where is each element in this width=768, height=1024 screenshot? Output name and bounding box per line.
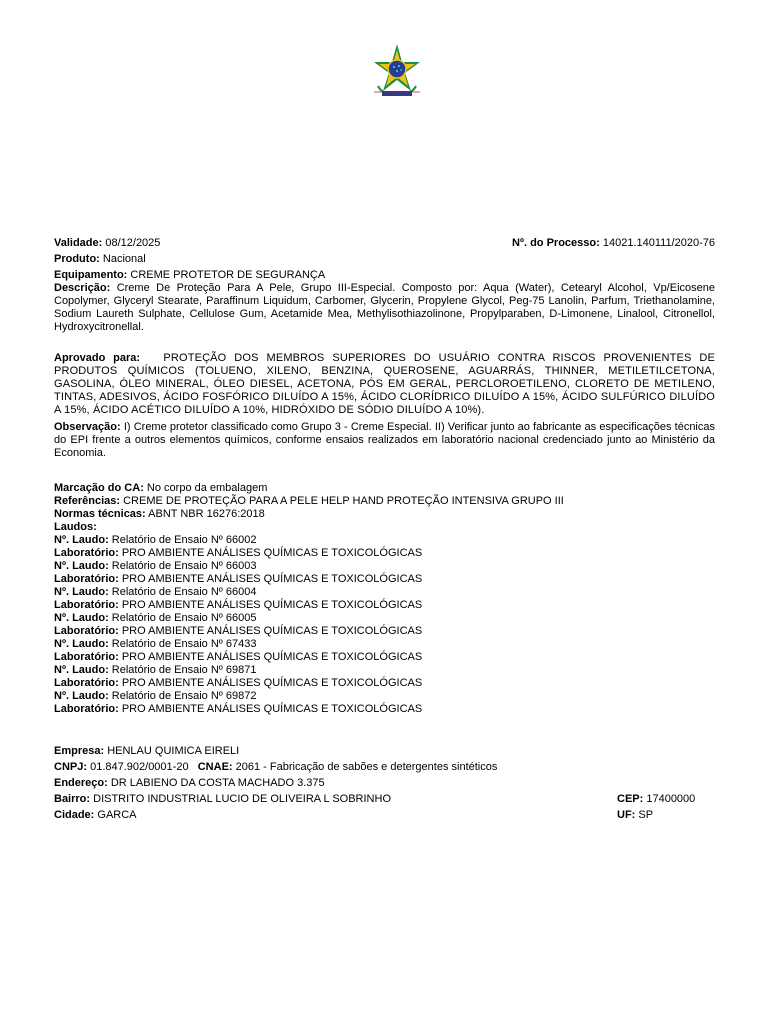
laudo-item: Nº. Laudo: Relatório de Ensaio Nº 66003 <box>54 560 257 572</box>
ca-block <box>54 482 715 716</box>
laudo-item: Nº. Laudo: Relatório de Ensaio Nº 66002 <box>54 534 257 546</box>
bairro-cep-row <box>54 793 715 806</box>
laboratorio-item: Laboratório: PRO AMBIENTE ANÁLISES QUÍMICAS E TOXICOLÓGICAS <box>54 547 423 559</box>
empresa-block <box>54 745 715 822</box>
marcacao: Marcação do CA: No corpo da embalagem <box>54 482 268 494</box>
bairro: Bairro: DISTRITO INDUSTRIAL LUCIO DE OLIVEIRA L SOBRINHO <box>54 793 392 805</box>
laudos-heading: Laudos: <box>54 521 97 533</box>
equipamento: Equipamento: CREME PROTETOR DE SEGURANÇA <box>54 269 326 281</box>
processo: Nº. do Processo: 14021.140111/2020-76 <box>512 237 715 249</box>
referencias: Referências: CREME DE PROTEÇÃO PARA A PELE HELP HAND PROTEÇÃO INTENSIVA GRUPO III <box>54 495 564 507</box>
laudo-item: Nº. Laudo: Relatório de Ensaio Nº 69872 <box>54 690 257 702</box>
descricao: Descrição: Creme De Proteção Para A Pele, Grupo III-Especial. Composto por: Aqua (Water), Cetearyl Alcohol, Vp/Eicosene Copolymer, Glyceryl Stearate, Paraffinum Liquidum, Carbomer, Glycerin, Propylene Glycol, Peg-75 Lanolin, Parfum, Triethanolamine, Sodium Laureth Sulphate, Cellulose Gum, Acetamide Mea, Methylisothiazolinone, Propylparaben, D-Limonene, Linalool, Citronellol, Hydroxycitronellal. <box>54 282 715 333</box>
laudos-list <box>54 534 715 716</box>
laudo-item: Nº. Laudo: Relatório de Ensaio Nº 66005 <box>54 612 257 624</box>
brazil-coat-of-arms-icon <box>368 42 426 100</box>
aprovado-block: Aprovado para: PROTEÇÃO DOS MEMBROS SUPERIORES DO USUÁRIO CONTRA RISCOS PROVENIENTES DE PRODUTOS QUÍMICOS (TOLUENO, XILENO, BENZINA, QUEROSENE, AGUARRÁS, THINNER, METILETILCETONA, GASOLINA, ÓLEO MINERAL, ÓLEO DIESEL, ACETONA, PÓS EM GERAL, PERCLOROETILENO, CLORETO DE METILENO, TINTAS, ADESIVOS, ÁCIDO FOSFÓRICO DILUÍDO A 15%, ÁCIDO CLORÍDRICO DILUÍDO A 15%, ÁCIDO SULFÚRICO DILUÍDO A 15%, ÁCIDO ACÉTICO DILUÍDO A 10%, HIDRÓXIDO DE SÓDIO DILUÍDO A 10%). <box>54 352 715 416</box>
laboratorio-item: Laboratório: PRO AMBIENTE ANÁLISES QUÍMICAS E TOXICOLÓGICAS <box>54 625 423 637</box>
produto: Produto: Nacional <box>54 253 146 265</box>
endereco: Endereço: DR LABIENO DA COSTA MACHADO 3.375 <box>54 777 325 789</box>
cnpj-cnae: CNPJ: 01.847.902/0001-20 CNAE: 2061 - Fabricação de sabões e detergentes sintéticos <box>54 761 498 773</box>
laudo-item: Nº. Laudo: Relatório de Ensaio Nº 66004 <box>54 586 257 598</box>
laboratorio-item: Laboratório: PRO AMBIENTE ANÁLISES QUÍMICAS E TOXICOLÓGICAS <box>54 651 423 663</box>
cidade-uf-row <box>54 809 715 822</box>
observacao-block: Observação: I) Creme protetor classificado como Grupo 3 - Creme Especial. II) Verificar junto ao fabricante as especificações técnicas do EPI frente a outros elementos químicos, conforme ensaios realizados em laboratório nacional credenciado junto ao Ministério da Economia. <box>54 421 715 459</box>
validade-processo-row <box>54 237 715 250</box>
header-block <box>54 237 715 334</box>
laudo-item: Nº. Laudo: Relatório de Ensaio Nº 69871 <box>54 664 257 676</box>
laboratorio-item: Laboratório: PRO AMBIENTE ANÁLISES QUÍMICAS E TOXICOLÓGICAS <box>54 703 423 715</box>
normas: Normas técnicas: ABNT NBR 16276:2018 <box>54 508 265 520</box>
cep: CEP: 17400000 <box>617 793 696 805</box>
uf: UF: SP <box>617 809 654 821</box>
laboratorio-item: Laboratório: PRO AMBIENTE ANÁLISES QUÍMICAS E TOXICOLÓGICAS <box>54 677 423 689</box>
empresa: Empresa: HENLAU QUIMICA EIRELI <box>54 745 240 757</box>
laboratorio-item: Laboratório: PRO AMBIENTE ANÁLISES QUÍMICAS E TOXICOLÓGICAS <box>54 573 423 585</box>
laboratorio-item: Laboratório: PRO AMBIENTE ANÁLISES QUÍMICAS E TOXICOLÓGICAS <box>54 599 423 611</box>
cidade: Cidade: GARCA <box>54 809 137 821</box>
validade: Validade: 08/12/2025 <box>54 237 161 249</box>
laudo-item: Nº. Laudo: Relatório de Ensaio Nº 67433 <box>54 638 257 650</box>
